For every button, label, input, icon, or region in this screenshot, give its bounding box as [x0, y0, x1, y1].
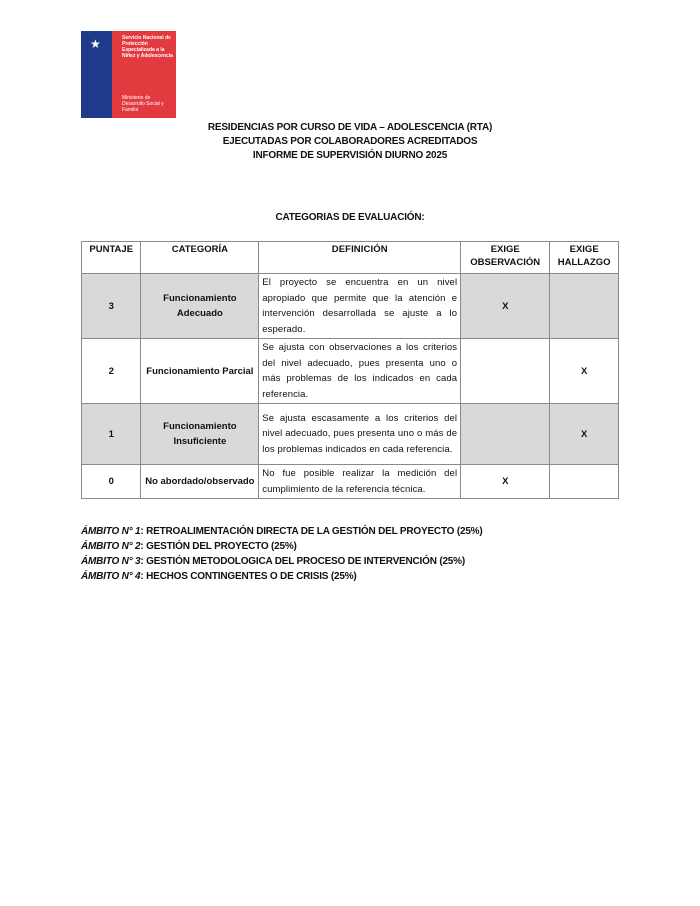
cell-categoria: Funcionamiento Parcial	[141, 339, 259, 404]
cell-observacion: X	[461, 274, 550, 339]
header-exige-observacion: EXIGE OBSERVACIÓN	[461, 242, 550, 274]
ambito-text: : GESTIÓN DEL PROYECTO (25%)	[140, 541, 297, 552]
ambito-item	[81, 524, 483, 539]
ambitos-list	[81, 524, 483, 584]
title-line-3: INFORME DE SUPERVISIÓN DIURNO 2025	[252, 150, 448, 161]
cell-observacion: X	[461, 465, 550, 499]
categories-heading: CATEGORIAS DE EVALUACIÓN:	[275, 212, 425, 223]
ambito-item	[81, 539, 483, 554]
cell-puntaje: 0	[82, 465, 141, 499]
ambito-label: ÁMBITO N° 2	[81, 541, 141, 552]
cell-puntaje: 2	[82, 339, 141, 404]
table-header-row	[82, 242, 619, 274]
ambito-text: : HECHOS CONTINGENTES O DE CRISIS (25%)	[140, 571, 357, 582]
table-row	[82, 465, 619, 499]
title-line-1: RESIDENCIAS POR CURSO DE VIDA – ADOLESCENCIA (RTA)	[207, 122, 493, 133]
cell-hallazgo: X	[550, 339, 619, 404]
ambito-label: ÁMBITO N° 1	[81, 526, 141, 537]
star-icon: ★	[90, 37, 101, 51]
evaluation-table	[81, 241, 619, 499]
ambito-item	[81, 569, 483, 584]
cell-puntaje: 1	[82, 404, 141, 465]
logo-blue-band	[81, 31, 112, 118]
table-row	[82, 339, 619, 404]
ambito-item	[81, 554, 483, 569]
cell-categoria: No abordado/observado	[141, 465, 259, 499]
ambito-text: : GESTIÓN METODOLOGICA DEL PROCESO DE INTERVENCIÓN (25%)	[140, 556, 465, 567]
logo-text-service: Servicio Nacional de Protección Especializada a la Niñez y Adolescencia	[122, 35, 173, 59]
cell-hallazgo	[550, 274, 619, 339]
institution-logo	[81, 31, 176, 118]
cell-observacion	[461, 404, 550, 465]
cell-definicion: Se ajusta con observaciones a los criterios del nivel adecuado, pues presenta uno o más problemas de los indicados en cada referencia.	[259, 339, 461, 404]
cell-hallazgo	[550, 465, 619, 499]
cell-definicion: No fue posible realizar la medición del cumplimiento de la referencia técnica.	[259, 465, 461, 499]
cell-definicion: El proyecto se encuentra en un nivel apropiado que permite que la atención e intervención desarrollada se ajuste a lo esperado.	[259, 274, 461, 339]
table-row	[82, 274, 619, 339]
title-line-2: EJECUTADAS POR COLABORADORES ACREDITADOS	[222, 136, 478, 147]
cell-puntaje: 3	[82, 274, 141, 339]
cell-categoria: Funcionamiento Adecuado	[141, 274, 259, 339]
ambito-label: ÁMBITO N° 4	[81, 571, 141, 582]
document-title	[0, 121, 700, 163]
table-row	[82, 404, 619, 465]
logo-text-ministry: Ministerio de Desarrollo Social y Familia	[122, 95, 164, 113]
ambito-text: : RETROALIMENTACIÓN DIRECTA DE LA GESTIÓN DEL PROYECTO (25%)	[140, 526, 483, 537]
header-exige-hallazgo: EXIGE HALLAZGO	[550, 242, 619, 274]
cell-definicion: Se ajusta escasamente a los criterios del nivel adecuado, pues presenta uno o más de los problemas indicados en cada referencia.	[259, 404, 461, 465]
header-definicion: DEFINICIÓN	[259, 242, 461, 274]
header-puntaje: PUNTAJE	[82, 242, 141, 274]
header-categoria: CATEGORÍA	[141, 242, 259, 274]
ambito-label: ÁMBITO N° 3	[81, 556, 141, 567]
cell-observacion	[461, 339, 550, 404]
cell-hallazgo: X	[550, 404, 619, 465]
cell-categoria: Funcionamiento Insuficiente	[141, 404, 259, 465]
